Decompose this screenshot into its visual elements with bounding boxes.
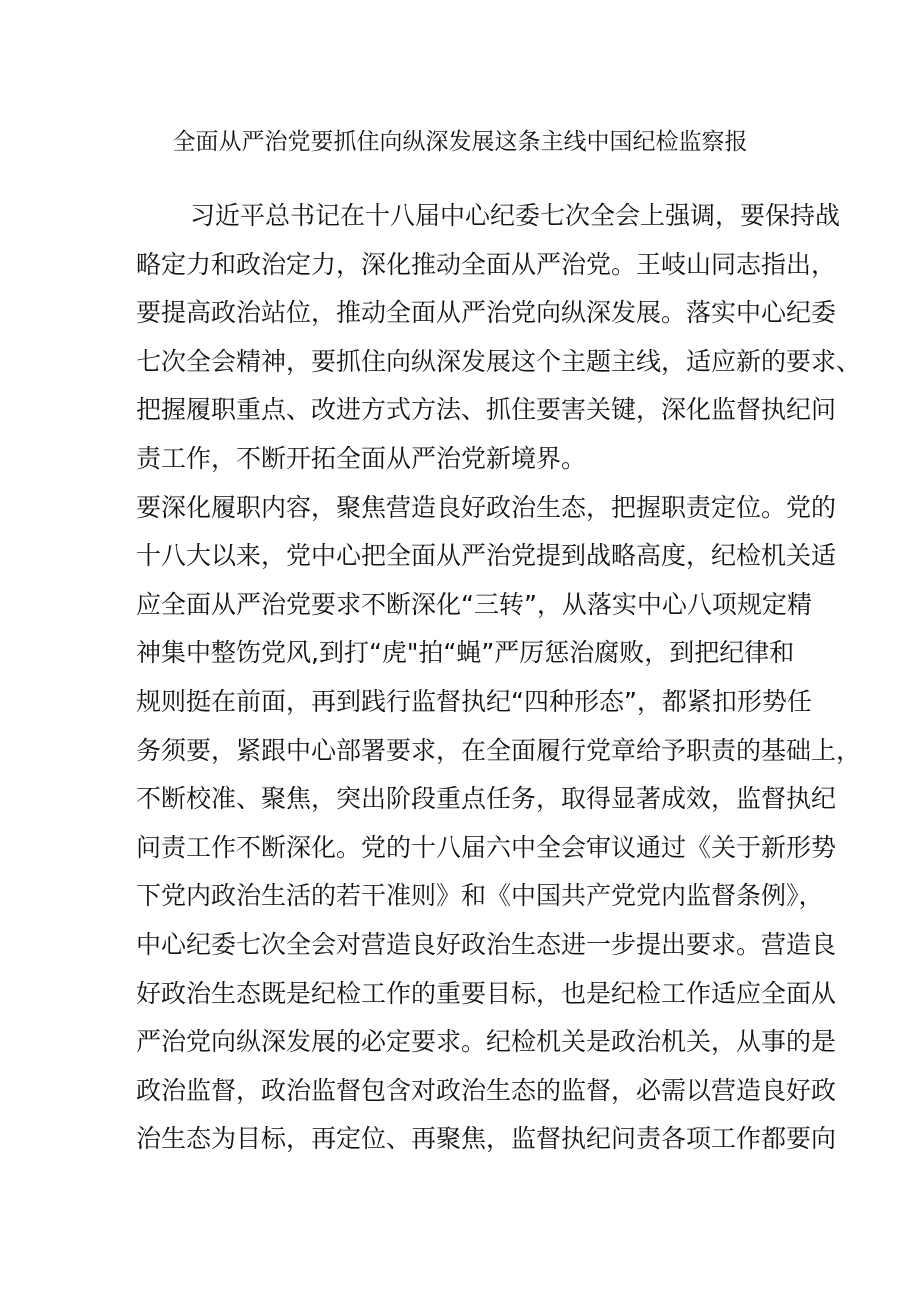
document-body: [136, 192, 862, 1164]
paragraph-line: 七次全会精神，要抓住向纵深发展这个主题主线，适应新的要求、: [136, 346, 862, 376]
paragraph-line: 严治党向纵深发展的必定要求。纪检机关是政治机关，从事的是: [136, 1027, 837, 1057]
paragraph-line: 问责工作不断深化。党的十八届六中全会审议通过《关于新形势: [136, 832, 837, 862]
paragraph-line: 务须要，紧跟中心部署要求，在全面履行党章给予职责的基础上，: [136, 735, 862, 765]
paragraph-line: 十八大以来，党中心把全面从严治党提到战略高度，纪检机关适: [136, 541, 837, 571]
paragraph-line: 治生态为目标，再定位、再聚焦，监督执纪问责各项工作都要向: [136, 1124, 837, 1154]
paragraph-line: 规则挺在前面，再到践行监督执纪“四种形态”，都紧扣形势任: [136, 686, 812, 716]
paragraph-line: 政治监督，政治监督包含对政治生态的监督，必需以营造良好政: [136, 1075, 837, 1105]
document-title: 全面从严治党要抓住向纵深发展这条主线中国纪检监察报: [172, 129, 748, 155]
paragraph-line: 把握履职重点、改进方式方法、抓住要害关键，深化监督执纪问: [136, 395, 837, 425]
paragraph-line: 神集中整饬党风,到打“虎"拍“蝇”严厉惩治腐败，到把纪律和: [136, 638, 795, 668]
paragraph-line: 中心纪委七次全会对营造良好政治生态进一步提出要求。营造良: [136, 929, 837, 959]
paragraph-line: 应全面从严治党要求不断深化“三转”，从落实中心八项规定精: [136, 589, 812, 619]
paragraph-line: 好政治生态既是纪检工作的重要目标，也是纪检工作适应全面从: [136, 978, 837, 1008]
paragraph-line: 习近平总书记在十八届中心纪委七次全会上强调，要保持战: [190, 201, 841, 230]
paragraph-1: [136, 192, 862, 484]
paragraph-line: 责工作，不断开拓全面从严治党新境界。: [136, 443, 587, 473]
paragraph-line: 下党内政治生活的若干准则》和《中国共产党党内监督条例》，: [136, 881, 824, 911]
paragraph-2: [136, 484, 862, 1164]
paragraph-line: 要提高政治站位，推动全面从严治党向纵深发展。落实中心纪委: [136, 298, 837, 328]
paragraph-line: 略定力和政治定力，深化推动全面从严治党。王岐山同志指出，: [136, 249, 837, 279]
paragraph-line: 不断校准、聚焦，突出阶段重点任务，取得显著成效，监督执纪: [136, 784, 837, 814]
paragraph-line: 要深化履职内容，聚焦营造良好政治生态，把握职责定位。党的: [136, 492, 837, 522]
